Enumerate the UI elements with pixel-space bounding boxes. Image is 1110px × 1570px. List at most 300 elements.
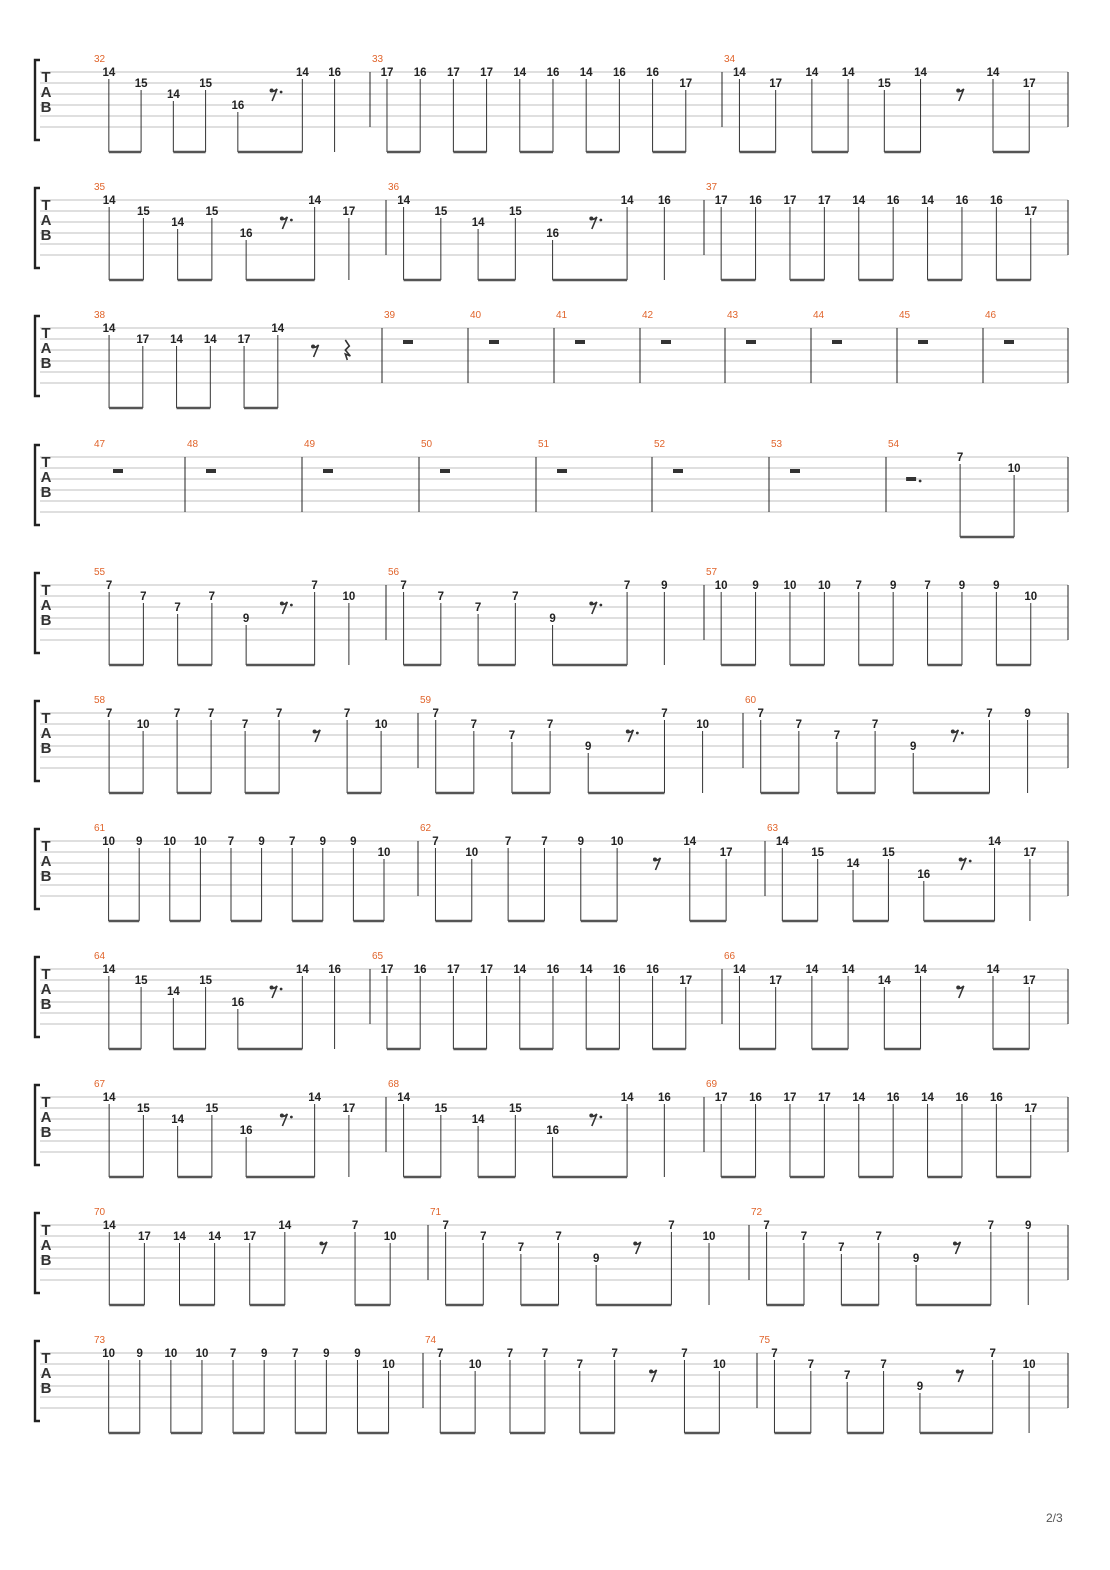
fret-number: 15 [434, 206, 448, 218]
fret-number: 10 [164, 1348, 178, 1360]
tab-clef-letter: B [40, 99, 52, 116]
fret-number: 10 [163, 836, 177, 848]
fret-number: 15 [811, 847, 825, 859]
fret-number: 16 [239, 1125, 253, 1137]
fret-number: 10 [193, 836, 207, 848]
fret-number: 7 [343, 708, 351, 720]
fret-number: 14 [203, 334, 217, 346]
fret-number: 9 [577, 836, 584, 848]
fret-number: 7 [763, 1220, 770, 1232]
rest-dot [280, 91, 283, 94]
rest-dot [280, 988, 283, 991]
fret-number: 16 [546, 67, 560, 79]
fret-number: 10 [102, 1348, 116, 1360]
rest-dot [290, 1116, 293, 1119]
whole-rest [206, 469, 216, 473]
tab-system [0, 180, 1110, 272]
system-bracket [35, 316, 40, 396]
fret-number: 7 [241, 719, 249, 731]
tab-clef-letter: A [40, 597, 52, 614]
tab-system [0, 1077, 1110, 1169]
fret-number: 7 [555, 1231, 562, 1243]
rest-dot [969, 860, 972, 863]
fret-number: 10 [1022, 1359, 1036, 1371]
measure-number: 69 [706, 1079, 718, 1090]
tab-clef-letter: T [41, 69, 51, 86]
fret-number: 10 [1007, 463, 1021, 475]
fret-number: 16 [749, 1092, 762, 1104]
tab-clef-letter: A [40, 1109, 52, 1126]
measure-number: 36 [388, 182, 400, 193]
fret-number: 14 [295, 67, 309, 79]
fret-number: 14 [102, 67, 116, 79]
fret-number: 7 [681, 1348, 688, 1360]
fret-number: 16 [886, 1092, 900, 1104]
fret-number: 14 [683, 836, 697, 848]
measure-number: 48 [187, 439, 199, 450]
measure-number: 65 [372, 951, 384, 962]
measure-number: 42 [642, 310, 654, 321]
fret-number: 17 [1024, 1103, 1038, 1115]
fret-number: 15 [508, 1103, 522, 1115]
tab-system [0, 693, 1110, 785]
measure-number: 39 [384, 310, 396, 321]
fret-number: 7 [288, 836, 296, 848]
fret-number: 10 [377, 847, 391, 859]
tab-clef-letter: B [40, 1124, 52, 1141]
fret-number: 17 [342, 1103, 356, 1115]
fret-number: 17 [783, 1092, 797, 1104]
fret-number: 17 [1022, 78, 1036, 90]
tab-clef-letter: B [40, 1380, 52, 1397]
fret-number: 14 [846, 858, 860, 870]
whole-rest [661, 340, 671, 344]
fret-number: 17 [769, 975, 783, 987]
fret-number: 17 [1024, 206, 1038, 218]
tab-staff [0, 308, 1110, 400]
fret-number: 17 [380, 67, 394, 79]
fret-number: 14 [171, 1114, 185, 1126]
measure-number: 55 [94, 567, 106, 578]
fret-number: 10 [610, 836, 624, 848]
fret-number: 16 [955, 1092, 969, 1104]
tab-clef-letter: A [40, 853, 52, 870]
fret-number: 14 [841, 67, 855, 79]
tab-clef-letter: A [40, 340, 52, 357]
fret-number: 9 [258, 836, 265, 848]
fret-number: 9 [592, 1253, 600, 1265]
fret-number: 16 [546, 1125, 559, 1137]
measure-number: 68 [388, 1079, 400, 1090]
fret-number: 7 [517, 1242, 525, 1254]
fret-number: 9 [319, 836, 326, 848]
tab-clef-letter: B [40, 996, 52, 1013]
fret-number: 14 [171, 217, 185, 229]
fret-number: 7 [140, 591, 147, 603]
fret-number: 14 [170, 334, 183, 346]
fret-number: 10 [468, 1359, 482, 1371]
fret-number: 17 [1022, 975, 1036, 987]
tab-staff [0, 1205, 1110, 1297]
fret-number: 7 [757, 708, 764, 720]
fret-number: 10 [136, 719, 150, 731]
fret-number: 10 [714, 580, 728, 592]
fret-number: 7 [880, 1359, 887, 1371]
measure-number: 52 [654, 439, 666, 450]
dotted-half-rest [906, 477, 916, 481]
measure-number: 44 [813, 310, 825, 321]
system-bracket [35, 1085, 40, 1165]
fret-number: 14 [841, 964, 855, 976]
fret-number: 7 [480, 1231, 487, 1243]
whole-rest [440, 469, 450, 473]
fret-number: 7 [611, 1348, 618, 1360]
measure-number: 51 [538, 439, 550, 450]
tab-system [0, 308, 1110, 400]
fret-number: 14 [921, 1092, 934, 1104]
tab-system [0, 565, 1110, 657]
page-number: 2/3 [1046, 1511, 1063, 1525]
fret-number: 14 [471, 1114, 485, 1126]
tab-clef-letter: T [41, 1222, 51, 1239]
whole-rest [746, 340, 756, 344]
tab-staff [0, 52, 1110, 144]
measure-number: 71 [430, 1207, 442, 1218]
fret-number: 14 [102, 1220, 116, 1232]
fret-number: 7 [275, 708, 283, 720]
tab-system [0, 949, 1110, 1041]
fret-number: 17 [480, 964, 493, 976]
fret-number: 9 [993, 580, 1000, 592]
fret-number: 7 [838, 1242, 845, 1254]
tab-system [0, 1205, 1110, 1297]
tab-clef-letter: B [40, 484, 52, 501]
fret-number: 9 [910, 741, 917, 753]
tab-clef-letter: A [40, 1365, 52, 1382]
measure-number: 56 [388, 567, 400, 578]
fret-number: 17 [769, 78, 783, 90]
fret-number: 17 [817, 195, 831, 207]
fret-number: 7 [442, 1220, 449, 1232]
tab-clef-letter: A [40, 469, 52, 486]
fret-number: 15 [199, 975, 212, 987]
fret-number: 16 [328, 67, 341, 79]
fret-number: 9 [242, 613, 250, 625]
whole-rest [489, 340, 499, 344]
tab-staff [0, 565, 1110, 657]
measure-number: 43 [727, 310, 739, 321]
fret-number: 14 [295, 964, 309, 976]
measure-number: 41 [556, 310, 568, 321]
tab-staff [0, 180, 1110, 272]
fret-number: 14 [986, 964, 1000, 976]
tab-staff [0, 821, 1110, 913]
tab-clef-letter: T [41, 197, 51, 214]
fret-number: 16 [239, 228, 253, 240]
tab-staff [0, 949, 1110, 1041]
rest-dot [919, 480, 922, 483]
fret-number: 17 [783, 195, 797, 207]
fret-number: 14 [620, 195, 634, 207]
fret-number: 14 [166, 986, 180, 998]
fret-number: 9 [752, 580, 759, 592]
fret-number: 14 [271, 323, 285, 335]
measure-number: 63 [767, 823, 779, 834]
whole-rest [403, 340, 413, 344]
fret-number: 7 [924, 580, 931, 592]
fret-number: 9 [912, 1253, 920, 1265]
fret-number: 7 [470, 719, 478, 731]
fret-number: 17 [380, 964, 394, 976]
tab-system [0, 821, 1110, 913]
tab-clef-letter: B [40, 355, 52, 372]
whole-rest [557, 469, 567, 473]
fret-number: 14 [308, 195, 322, 207]
fret-number: 17 [243, 1231, 257, 1243]
fret-number: 14 [513, 67, 527, 79]
fret-number: 14 [852, 195, 866, 207]
fret-number: 16 [231, 997, 245, 1009]
fret-number: 14 [102, 1092, 116, 1104]
tab-clef-letter: A [40, 84, 52, 101]
fret-number: 15 [882, 847, 895, 859]
tab-staff [0, 1077, 1110, 1169]
fret-number: 14 [471, 217, 485, 229]
fret-number: 7 [508, 730, 516, 742]
fret-number: 7 [541, 1348, 549, 1360]
measure-number: 74 [425, 1335, 437, 1346]
fret-number: 16 [886, 195, 900, 207]
fret-number: 15 [136, 206, 150, 218]
fret-number: 17 [719, 847, 733, 859]
fret-number: 10 [465, 847, 479, 859]
fret-number: 16 [413, 67, 427, 79]
fret-number: 17 [714, 1092, 728, 1104]
fret-number: 7 [771, 1348, 778, 1360]
measure-number: 35 [94, 182, 106, 193]
fret-number: 17 [446, 67, 460, 79]
system-bracket [35, 573, 40, 653]
fret-number: 7 [576, 1359, 583, 1371]
fret-number: 16 [989, 1092, 1003, 1104]
system-bracket [35, 701, 40, 781]
fret-number: 7 [292, 1348, 299, 1360]
measure-number: 40 [470, 310, 482, 321]
fret-number: 14 [620, 1092, 634, 1104]
fret-number: 15 [508, 206, 522, 218]
fret-number: 14 [775, 836, 789, 848]
fret-number: 7 [871, 719, 879, 731]
fret-number: 7 [986, 708, 993, 720]
measure-number: 46 [985, 310, 997, 321]
fret-number: 9 [260, 1348, 268, 1360]
measure-number: 34 [724, 54, 736, 65]
fret-number: 7 [661, 708, 668, 720]
fret-number: 14 [921, 195, 934, 207]
fret-number: 15 [434, 1103, 448, 1115]
fret-number: 15 [134, 78, 148, 90]
tab-clef-letter: B [40, 612, 52, 629]
measure-number: 75 [759, 1335, 771, 1346]
fret-number: 14 [513, 964, 527, 976]
fret-number: 14 [166, 89, 180, 101]
tab-clef-letter: T [41, 710, 51, 727]
whole-rest [323, 469, 333, 473]
fret-number: 14 [208, 1231, 221, 1243]
system-bracket [35, 829, 40, 909]
fret-number: 14 [397, 1092, 410, 1104]
fret-number: 7 [506, 1348, 514, 1360]
measure-number: 61 [94, 823, 106, 834]
fret-number: 9 [1024, 708, 1031, 720]
fret-number: 7 [956, 452, 964, 464]
fret-number: 17 [237, 334, 251, 346]
system-bracket [35, 1213, 40, 1293]
fret-number: 16 [657, 1092, 671, 1104]
fret-number: 7 [546, 719, 554, 731]
fret-number: 14 [102, 323, 116, 335]
fret-number: 7 [987, 1220, 995, 1232]
fret-number: 17 [714, 195, 728, 207]
fret-number: 16 [328, 964, 341, 976]
tab-clef-letter: T [41, 325, 51, 342]
fret-number: 10 [696, 719, 709, 731]
fret-number: 10 [783, 580, 797, 592]
fret-number: 17 [137, 1231, 151, 1243]
fret-number: 17 [679, 78, 693, 90]
measure-number: 47 [94, 439, 106, 450]
fret-number: 7 [795, 719, 803, 731]
fret-number: 7 [105, 580, 113, 592]
fret-number: 7 [875, 1231, 882, 1243]
tab-clef-letter: B [40, 740, 52, 757]
fret-number: 9 [350, 836, 357, 848]
fret-number: 14 [914, 67, 927, 79]
fret-number: 9 [135, 836, 143, 848]
tab-system [0, 1333, 1110, 1425]
fret-number: 7 [807, 1359, 815, 1371]
fret-number: 14 [805, 67, 819, 79]
fret-number: 17 [679, 975, 693, 987]
fret-number: 10 [342, 591, 356, 603]
tab-clef-letter: A [40, 1237, 52, 1254]
fret-number: 7 [105, 708, 113, 720]
tab-clef-letter: A [40, 212, 52, 229]
fret-number: 14 [733, 964, 746, 976]
measure-number: 45 [899, 310, 911, 321]
fret-number: 15 [199, 78, 212, 90]
fret-number: 7 [989, 1348, 996, 1360]
system-bracket [35, 957, 40, 1037]
fret-number: 14 [278, 1220, 292, 1232]
fret-number: 16 [413, 964, 427, 976]
rest-dot [290, 604, 293, 607]
fret-number: 7 [668, 1220, 675, 1232]
fret-number: 9 [549, 613, 556, 625]
fret-number: 16 [231, 100, 245, 112]
tab-clef-letter: T [41, 966, 51, 983]
measure-number: 37 [706, 182, 718, 193]
whole-rest [1004, 340, 1014, 344]
system-bracket [35, 188, 40, 268]
measure-number: 60 [745, 695, 757, 706]
fret-number: 16 [612, 67, 626, 79]
measure-number: 57 [706, 567, 718, 578]
fret-number: 10 [702, 1231, 716, 1243]
measure-number: 32 [94, 54, 106, 65]
whole-rest [918, 340, 928, 344]
fret-number: 7 [432, 836, 439, 848]
fret-number: 7 [844, 1370, 851, 1382]
fret-number: 9 [136, 1348, 143, 1360]
measure-number: 54 [888, 439, 900, 450]
fret-number: 7 [173, 708, 181, 720]
fret-number: 14 [102, 964, 116, 976]
tab-staff [0, 693, 1110, 785]
measure-number: 70 [94, 1207, 106, 1218]
tab-clef-letter: B [40, 1252, 52, 1269]
whole-rest [113, 469, 123, 473]
fret-number: 17 [817, 1092, 831, 1104]
tab-staff [0, 437, 1110, 529]
rest-dot [961, 732, 964, 735]
fret-number: 14 [733, 67, 746, 79]
fret-number: 14 [102, 195, 116, 207]
fret-number: 7 [229, 1348, 237, 1360]
fret-number: 14 [579, 964, 593, 976]
tab-clef-letter: T [41, 1350, 51, 1367]
fret-number: 14 [579, 67, 593, 79]
rest-dot [636, 732, 639, 735]
fret-number: 17 [342, 206, 356, 218]
fret-number: 7 [833, 730, 841, 742]
rest-dot [599, 604, 602, 607]
fret-number: 17 [136, 334, 150, 346]
measure-number: 66 [724, 951, 736, 962]
measure-number: 33 [372, 54, 384, 65]
fret-number: 10 [712, 1359, 726, 1371]
fret-number: 10 [382, 1359, 395, 1371]
fret-number: 9 [323, 1348, 330, 1360]
system-bracket [35, 445, 40, 525]
fret-number: 9 [585, 741, 592, 753]
fret-number: 9 [889, 580, 897, 592]
fret-number: 17 [446, 964, 460, 976]
fret-number: 17 [1023, 847, 1037, 859]
tab-clef-letter: T [41, 454, 51, 471]
measure-number: 72 [751, 1207, 763, 1218]
fret-number: 14 [852, 1092, 866, 1104]
fret-number: 7 [227, 836, 235, 848]
fret-number: 7 [400, 580, 407, 592]
fret-number: 16 [955, 195, 969, 207]
tab-system [0, 437, 1110, 529]
whole-rest [832, 340, 842, 344]
measure-number: 62 [420, 823, 432, 834]
measure-number: 49 [304, 439, 316, 450]
measure-number: 53 [771, 439, 783, 450]
rest-dot [599, 1116, 602, 1119]
measure-number: 58 [94, 695, 106, 706]
fret-number: 7 [174, 602, 181, 614]
fret-number: 10 [374, 719, 388, 731]
fret-number: 14 [805, 964, 819, 976]
rest-dot [290, 219, 293, 222]
fret-number: 15 [136, 1103, 150, 1115]
fret-number: 14 [986, 67, 1000, 79]
whole-rest [575, 340, 585, 344]
fret-number: 9 [661, 580, 668, 592]
